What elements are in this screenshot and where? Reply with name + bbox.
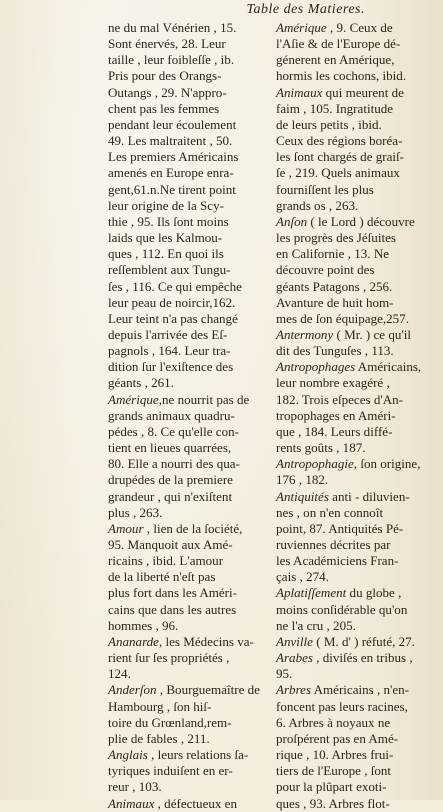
right-column-line: Arbres Américains , n'en- <box>276 682 410 698</box>
right-column-line: Animaux qui meurent de <box>276 84 404 100</box>
left-column-line: ſes , 116. Ce qui empêche <box>108 278 242 294</box>
right-column-line: de leurs petits , ibid. <box>276 116 382 132</box>
right-column-line: les progrès des Jéſuites <box>276 230 396 246</box>
right-column-line: rique , 10. Arbres frui- <box>276 747 394 763</box>
left-column-line: ne du mal Vénérien , 15. <box>108 20 237 35</box>
right-column-line: proſpérent pas en Amé- <box>276 730 399 746</box>
left-column-line: 80. Elle a nourri des qua- <box>108 456 240 472</box>
left-column-line: Sont énervés, 28. Leur <box>108 36 226 52</box>
right-column-line: point, 87. Antiquités Pé- <box>276 520 404 536</box>
right-column-line: nes , on n'en connoît <box>276 504 384 520</box>
right-column-line: ques , 93. Arbres flot- <box>276 795 390 811</box>
left-column-line: tyriques induiſent en er- <box>108 763 233 779</box>
left-column-line: Ananarde, les Médecins va- <box>108 633 254 649</box>
right-column-line: 6. Arbres à noyaux ne <box>276 714 391 730</box>
left-column-line: ques , 112. En quoi ils <box>108 246 224 262</box>
right-column-line: 182. Trois eſpeces d'An- <box>276 391 404 407</box>
right-column-line: ne l'a cru , 205. <box>276 617 356 633</box>
left-column-line: pédes , 8. Ce qu'elle con- <box>108 423 239 439</box>
right-column-line: çais , 274. <box>276 569 329 585</box>
left-column-line: drupédes de la premiere <box>108 472 233 488</box>
left-column-line: ricains , ibid. L'amour <box>108 553 224 569</box>
left-column-line: plus , 263. <box>108 504 163 520</box>
right-column-line: Ceux des régions boréa- <box>276 133 403 149</box>
left-column-line: thie , 95. Ils ſont moins <box>108 213 229 229</box>
left-column-line: Anderſon , Bourguemaître de <box>108 682 260 698</box>
left-column-line: taille , leur foibleſſe , ib. <box>108 52 235 68</box>
right-column-line: pour la plûpart exoti- <box>276 779 387 795</box>
right-column-line: Antermony ( Mr. ) ce qu'il <box>276 326 411 342</box>
left-column-line: de la liberté n'eſt pas <box>108 569 216 585</box>
left-column-line: chent pas les femmes <box>108 100 220 116</box>
right-column-line: ſe , 219. Quels animaux <box>276 165 400 181</box>
left-column-line: gent,61.n.Ne tirent point <box>108 181 236 197</box>
left-column-line: grandeur , qui n'exiſtent <box>108 488 233 504</box>
right-column-line: découvre point des <box>276 262 375 278</box>
left-column-line: cains que dans les autres <box>108 601 237 617</box>
right-column-line: l'Aſie & de l'Europe dé- <box>276 36 401 52</box>
right-column-line: Antropophages Américains, <box>276 359 422 375</box>
left-column-line: pagnols , 164. Leur tra- <box>108 343 231 359</box>
left-column-line: reſſemblent aux Tungu- <box>108 262 231 278</box>
left-column-line: 49. Les maltraitent , 50. <box>108 133 233 149</box>
right-column-line: Arabes , diviſés en tribus , <box>276 650 413 666</box>
right-column-line: ruviennes décrites par <box>276 537 391 552</box>
right-column-line: les Académiciens Fran- <box>276 553 399 569</box>
left-column-line: toire du Grœnland,rem- <box>108 714 232 730</box>
left-column-line: Anglais , leurs relations ſa- <box>108 747 249 763</box>
left-column-line: hommes , 96. <box>108 617 179 633</box>
right-column-line: Amérique , 9. Ceux de <box>276 20 393 35</box>
right-column-line: Avanture de huit hom- <box>276 294 394 310</box>
right-column-line: Antropophagie, ſon origine, <box>276 456 421 472</box>
right-column-line: fourniſſent les plus <box>276 181 374 197</box>
index-column-right <box>276 20 441 812</box>
right-column-line: faim , 105. Ingratitude <box>276 100 394 116</box>
right-column-line: mes de ſon équipage,257. <box>276 310 409 326</box>
left-column-line: Leur teint n'a pas changé <box>108 310 238 326</box>
left-column-line: Animaux , défectueux en <box>108 795 237 811</box>
left-column-line: Outangs , 29. N'appro- <box>108 84 227 100</box>
right-column-line: Aplatiſſement du globe , <box>276 585 402 601</box>
right-column-line: dit des Tunguſes , 113. <box>276 343 394 359</box>
left-column-line: Amérique,ne nourrit pas de <box>108 391 250 407</box>
left-column-line: Amour , lien de la ſociété, <box>108 520 243 536</box>
left-column-line: plie de fables , 211. <box>108 730 210 746</box>
right-column-line: moins conſidérable qu'on <box>276 601 408 617</box>
index-column-left <box>108 20 268 812</box>
right-column-line: en Californie , 13. Ne <box>276 246 390 262</box>
left-column-line: Hambourg , ſon hiſ- <box>108 698 212 714</box>
right-column-line: 95. <box>276 666 293 682</box>
right-column-line: Antiquités anti - diluvien- <box>276 488 410 504</box>
left-column-line: géants , 261. <box>108 375 174 391</box>
left-column-line: plus fort dans les Améri- <box>108 585 237 601</box>
right-column-line: grands os , 263. <box>276 197 359 213</box>
left-column-line: pendant leur écoulement <box>108 116 237 132</box>
right-column-line: tropophages en Améri- <box>276 407 396 423</box>
right-column-line: tiers de l'Europe , ſont <box>276 763 392 779</box>
right-column-line: hormis les cochons, ibid. <box>276 68 407 84</box>
left-column-line: 95. Manquoit aux Amé- <box>108 537 233 552</box>
left-column-line: leur origine de la Scy- <box>108 197 224 213</box>
left-column-line: 124. <box>108 666 131 682</box>
left-column-line: rient ſur ſes propriétés , <box>108 650 230 666</box>
right-column-line: géants Patagons , 256. <box>276 278 393 294</box>
right-column-line: 176 , 182. <box>276 472 329 488</box>
left-column-line: grands animaux quadru- <box>108 407 235 423</box>
left-column-line: Pris pour des Orangs- <box>108 68 222 84</box>
left-column-line: Les premiers Américains <box>108 149 239 165</box>
left-column-line: depuis l'arrivée des Eſ- <box>108 326 228 342</box>
running-header: Table des Matieres. <box>246 2 365 17</box>
right-column-line: Anſon ( le Lord ) découvre <box>276 213 415 229</box>
left-column-line: reur , 103. <box>108 779 162 795</box>
left-column-line: tient en lieues quarrées, <box>108 440 232 456</box>
right-column-line: que , 184. Leurs diffé- <box>276 423 393 439</box>
left-column-line: laids que les Kalmou- <box>108 230 223 246</box>
right-column-line: les ſont chargés de graiſ- <box>276 149 405 165</box>
left-column-line: dition ſur l'exiſtence des <box>108 359 234 375</box>
right-column-line: leur nombre exagéré , <box>276 375 390 391</box>
left-column-line: leur peau de noircir,162. <box>108 294 236 310</box>
right-column-line: Anville ( M. d' ) réfuté, 27. <box>276 633 415 649</box>
right-column-line: rents goûts , 187. <box>276 440 366 456</box>
left-column-line: amenés en Europe enra- <box>108 165 234 181</box>
right-column-line: génerent en Amérique, <box>276 52 395 68</box>
right-column-line: foncent pas leurs racines, <box>276 698 408 714</box>
